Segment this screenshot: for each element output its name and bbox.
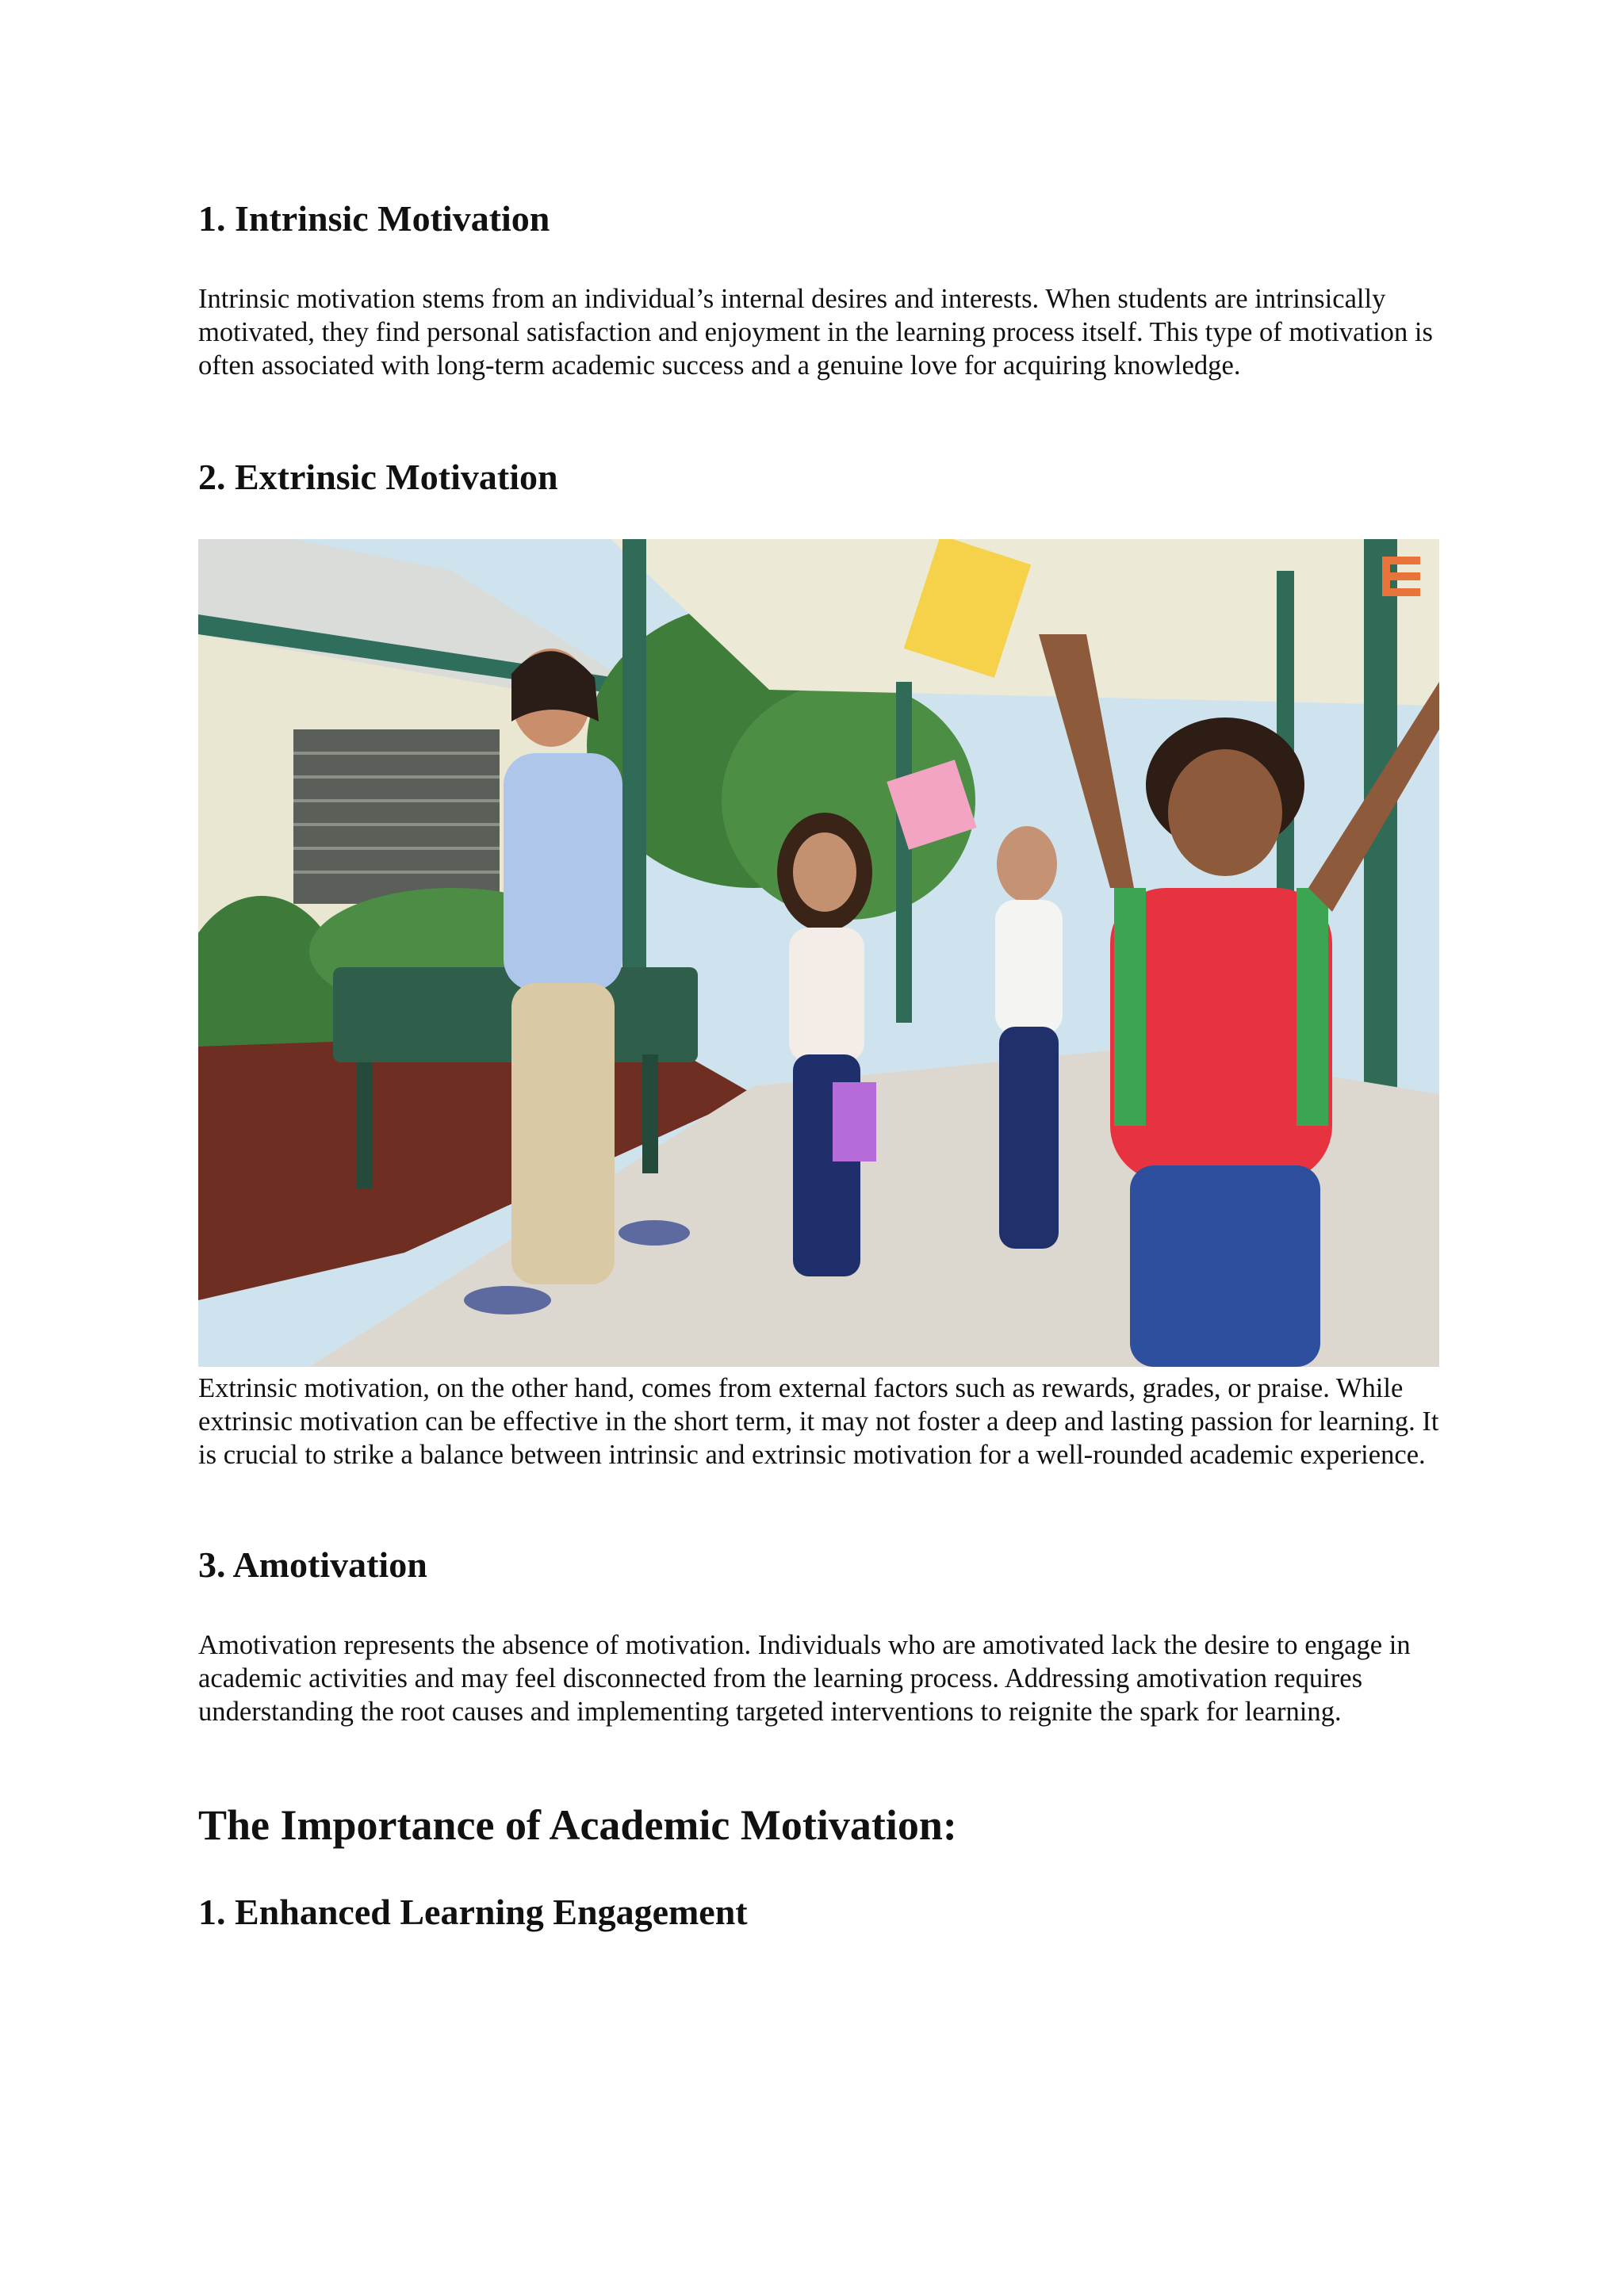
paragraph-extrinsic-motivation: Extrinsic motivation, on the other hand, comes from external factors such as rewards, grades, or praise. While extrinsic motivation can be effective in the short term, it may not foster a deep and lasting passion for learning. It is crucial to strike a balance between intrinsic and extrinsic motivation for a well-rounded academic experience. bbox=[198, 1373, 1439, 1470]
heading-amotivation: 3. Amotivation bbox=[198, 1544, 427, 1585]
heading-extrinsic-motivation: 2. Extrinsic Motivation bbox=[198, 457, 558, 497]
paragraph-intrinsic-motivation: Intrinsic motivation stems from an individual’s internal desires and interests. When students are intrinsically motivated, they find personal satisfaction and enjoyment in the learning process itself. This type of motivation is often associated with long-term academic success and a genuine love for acquiring knowledge. bbox=[198, 284, 1433, 381]
heading-enhanced-learning-engagement: 1. Enhanced Learning Engagement bbox=[198, 1892, 748, 1932]
heading-intrinsic-motivation: 1. Intrinsic Motivation bbox=[198, 198, 550, 239]
heading-importance-of-academic-motivation: The Importance of Academic Motivation: bbox=[198, 1801, 957, 1849]
paragraph-amotivation: Amotivation represents the absence of motivation. Individuals who are amotivated lack the desire to engage in academic activities and may feel disconnected from the learning process. Addressing amotivation requires understanding the root causes and implementing targeted interventions to reignite the spark for learning. bbox=[198, 1630, 1411, 1727]
school-walkway-photo bbox=[198, 539, 1439, 1367]
watermark-logo bbox=[1382, 557, 1420, 596]
